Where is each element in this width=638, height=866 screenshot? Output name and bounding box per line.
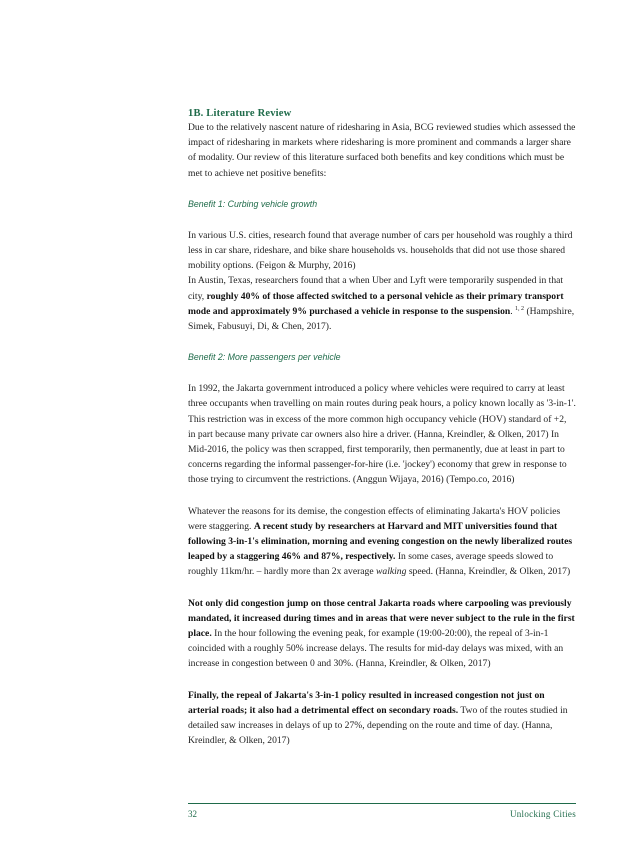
benefit-1-paragraph-2: In Austin, Texas, researchers found that a when Uber and Lyft were temporarily suspended in that city, roughly 40% of those affected switched to a personal vehicle as their primary transport mode and approximately 9% purchased a vehicle in response to the suspension. $^{1, 2}$ (Hampshire, Simek, Fabusuyi, Di, & Chen, 2017). [188,275,575,333]
emphasis-segment: walking [376,566,407,578]
benefit-2-paragraph-1: In 1992, the Jakarta government introduced a policy where vehicles were required to carry at least three occupants when travelling on main routes during peak hours, a policy known locally as '3-in-1'. This restriction was in excess of the more common high occupancy vehicle (HOV) standard of +2, in part because many private car owners also hire a driver. (Hanna, Kreindler, & Olken, 2017) In Mid-2016, the policy was then scrapped, first temporarily, then permanently, due at least in part to concerns regarding the informal passenger-for-hire (i.e. 'jockey') economy that grew in response to those trying to circumvent the restrictions. (Anggun Wijaya, 2016) (Tempo.co, 2016) [188,383,576,486]
intro-paragraph: Due to the relatively nascent nature of ridesharing in Asia, BCG reviewed studies which assessed the impact of ridesharing in markets where ridesharing is more prominent and commands a larger share of modality. Our review of this literature surfaced both benefits and key conditions which must be met to achieve net positive benefits: [188,122,576,179]
text-segment: In Austin, Texas, researchers found that a when Uber and Lyft were temporarily suspended in that city, [188,275,564,302]
bold-segment: Finally, the repeal of Jakarta's 3-in-1 policy resulted in increased congestion not just on arterial roads; it also had a detrimental effect on secondary roads. [188,689,545,716]
spacer [188,334,576,350]
spacer [188,365,576,381]
benefit-2-paragraph-3 [188,596,576,672]
section-heading: 1B. Literature Review [188,108,292,119]
citation: (Hampshire, Simek, Fabusuyi, Di, & Chen, 2017). [188,305,575,333]
benefit-1-paragraph-1: In various U.S. cities, research found that average number of cars per household was roughly a third less in car share, rideshare, and bike share households vs. households that did not use those shared mobility options. (Feigon & Murphy, 2016) [188,229,573,272]
spacer [188,672,576,688]
benefit-2-title: Benefit 2: More passengers per vehicle [188,352,341,363]
spacer [188,212,576,228]
text-segment: Whatever the reasons for its demise, the congestion effects of eliminating Jakarta's HOV policies were staggering. [188,505,561,532]
text-segment: Two of the routes studied in detailed saw increases in delays of up to 27%, depending on the route and time of day. (Hanna, Kreindler, & Olken, 2017) [188,704,568,747]
footnote-ref: 1, 2 [515,305,525,312]
bold-segment: Not only did congestion jump on those central Jakarta roads where carpooling was previously mandated, it increased during times and in areas that were never subject to the rule in the first place. [188,597,575,640]
bold-segment: roughly 40% of those affected switched to a personal vehicle as their primary transport mode and approximately 9% purchased a vehicle in response to the suspension [188,290,564,317]
text-segment: In some cases, average speeds slowed to roughly 11km/hr. – hardly more than 2x average [188,551,554,578]
page-number: 32 [188,809,197,819]
benefit-2-paragraph-4 [188,688,576,749]
footer-divider [188,803,576,804]
spacer [188,580,576,596]
spacer [188,181,576,197]
spacer [188,488,576,504]
main-content [188,108,576,749]
benefit-2-paragraph-2 [188,504,576,580]
bold-segment: A recent study by researchers at Harvard and MIT universities found that following 3-in-1's elimination, morning and evening congestion on the newly liberalized routes leaped by a staggering 46% and 87%, respectively. [188,520,573,563]
benefit-1-title: Benefit 1: Curbing vehicle growth [188,198,318,209]
text-segment: In the hour following the evening peak, for example (19:00-20:00), the repeal of 3-in-1 coincided with a roughly 50% increase delays. The results for mid-day delays was mixed, with an increase in congestion between 0 and 30%. (Hanna, Kreindler, & Olken, 2017) [188,628,564,670]
footer-title: Unlocking Cities [509,809,576,819]
citation: speed. (Hanna, Kreindler, & Olken, 2017) [408,566,571,578]
